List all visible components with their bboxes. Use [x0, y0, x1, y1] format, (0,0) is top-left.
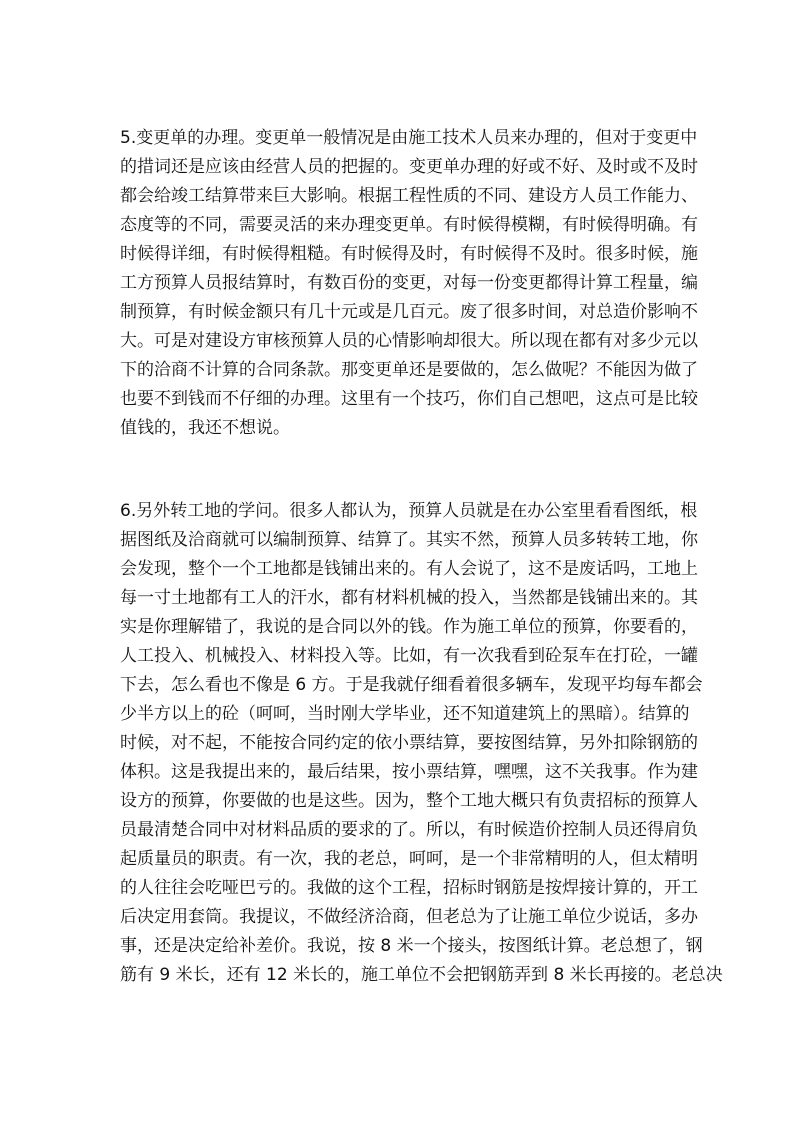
text-line: 时候，对不起，不能按合同约定的依小票结算，要按图结算，另外扣除钢筋的: [120, 733, 698, 753]
paragraph-change-orders: [120, 124, 698, 443]
text-line: 每一寸土地都有工人的汗水，都有材料机械的投入，当然都是钱铺出来的。其: [120, 588, 698, 608]
text-line: 体积。这是我提出来的，最后结果，按小票结算，嘿嘿，这不关我事。作为建: [120, 762, 698, 782]
paragraph-site-visits: [120, 497, 723, 990]
text-line: 时候得详细，有时候得粗糙。有时候得及时，有时候得不及时。很多时候，施: [120, 244, 698, 264]
text-line: 也要不到钱而不仔细的办理。这里有一个技巧，你们自己想吧，这点可是比较: [120, 389, 698, 409]
text-line: 筋有 9 米长，还有 12 米长的，施工单位不会把钢筋弄到 8 米长再接的。老总决: [120, 965, 723, 985]
text-line: 员最清楚合同中对材料品质的要求的了。所以，有时候造价控制人员还得肩负: [120, 820, 698, 840]
text-line: 会发现，整个一个工地都是钱铺出来的。有人会说了，这不是废话吗，工地上: [120, 559, 698, 579]
text-line: 起质量员的职责。有一次，我的老总，呵呵，是一个非常精明的人，但太精明: [120, 849, 698, 869]
text-line: 大。可是对建设方审核预算人员的心情影响却很大。所以现在都有对多少元以: [120, 331, 698, 351]
text-line: 6.另外转工地的学问。很多人都认为，预算人员就是在办公室里看看图纸，根: [120, 501, 698, 521]
text-line: 5.变更单的办理。变更单一般情况是由施工技术人员来办理的，但对于变更中: [120, 128, 698, 148]
text-line: 事，还是决定给补差价。我说，按 8 米一个接头，按图纸计算。老总想了，钢: [120, 936, 703, 956]
text-line: 态度等的不同，需要灵活的来办理变更单。有时候得模糊，有时候得明确。有: [120, 215, 698, 235]
text-line: 实是你理解错了，我说的是合同以外的钱。作为施工单位的预算，你要看的，: [120, 617, 698, 637]
text-line: 下的洽商不计算的合同条款。那变更单还是要做的，怎么做呢？不能因为做了: [120, 360, 698, 380]
text-line: 的人往往会吃哑巴亏的。我做的这个工程，招标时钢筋是按焊接计算的，开工: [120, 878, 698, 898]
text-line: 后决定用套筒。我提议，不做经济洽商，但老总为了让施工单位少说话，多办: [120, 907, 698, 927]
text-line: 少半方以上的砼（呵呵，当时刚大学毕业，还不知道建筑上的黑暗）。结算的: [120, 704, 690, 724]
text-line: 制预算，有时候金额只有几十元或是几百元。废了很多时间，对总造价影响不: [120, 302, 698, 322]
text-line: 工方预算人员报结算时，有数百份的变更，对每一份变更都得计算工程量，编: [120, 273, 698, 293]
text-line: 据图纸及洽商就可以编制预算、结算了。其实不然，预算人员多转转工地，你: [120, 530, 698, 550]
text-line: 值钱的，我还不想说。: [120, 418, 290, 438]
text-line: 的措词还是应该由经营人员的把握的。变更单办理的好或不好、及时或不及时: [120, 157, 698, 177]
text-line: 都会给竣工结算带来巨大影响。根据工程性质的不同、建设方人员工作能力、: [120, 186, 698, 206]
text-line: 下去，怎么看也不像是 6 方。于是我就仔细看着很多辆车，发现平均每车都会: [120, 675, 703, 695]
text-line: 设方的预算，你要做的也是这些。因为，整个工地大概只有负责招标的预算人: [120, 791, 698, 811]
text-line: 人工投入、机械投入、材料投入等。比如，有一次我看到砼泵车在打砼，一罐: [120, 646, 698, 666]
